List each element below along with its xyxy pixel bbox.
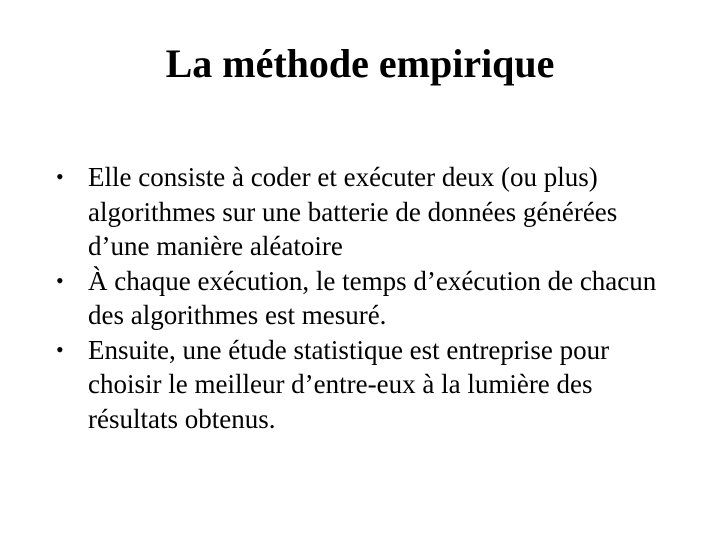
bullet-text: Elle consiste à coder et exécuter deux (ou plus) algorithmes sur une batterie de données générées d’une manière aléatoire — [88, 162, 618, 261]
bullet-marker: • — [56, 164, 64, 189]
slide-title: La méthode empirique — [165, 41, 555, 86]
bullet-item — [56, 160, 676, 264]
bullet-text: À chaque exécution, le temps d’exécution de chacun des algorithmes est mesuré. — [88, 265, 657, 330]
bullet-marker: • — [56, 336, 64, 362]
bullet-item — [56, 264, 676, 333]
bullet-marker: • — [56, 267, 64, 293]
bullet-text: Ensuite, une étude statistique est entreprise pour choisir le meilleur d’entre-eux à la lumière des résultats obtenus. — [88, 334, 610, 434]
bullet-item — [56, 333, 676, 437]
bullet-list — [56, 160, 676, 436]
